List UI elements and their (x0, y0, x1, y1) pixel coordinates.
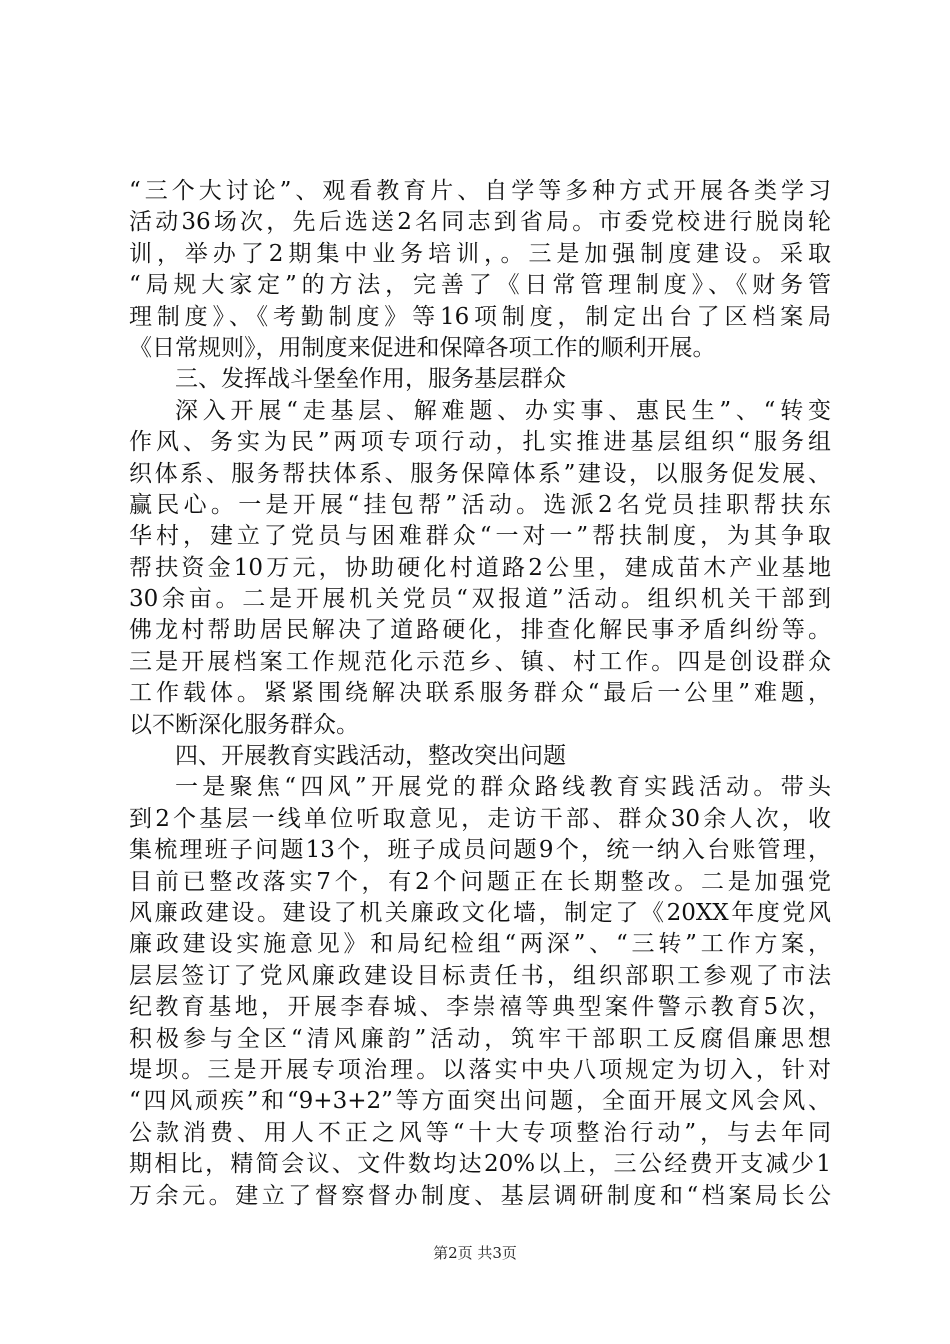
section-heading: 三、发挥战斗堡垒作用，服务基层群众 (175, 366, 566, 393)
text-line: 30余亩。二是开展机关党员“双报道”活动。组织机关干部到 (129, 586, 831, 613)
document-body (129, 176, 831, 1212)
text-line: 廉政建设实施意见》和局纪检组“两深”、“三转”工作方案， (129, 931, 831, 958)
text-line: “四风顽疾”和“9+3+2”等方面突出问题，全面开展文风会风、 (129, 1088, 831, 1115)
text-line: 活动36场次，先后选送2名同志到省局。市委党校进行脱岗轮 (129, 209, 831, 236)
text-line: 工作载体。紧紧围绕解决联系服务群众“最后一公里”难题， (129, 680, 831, 707)
text-line: 堤坝。三是开展专项治理。以落实中央八项规定为切入，针对 (129, 1056, 831, 1083)
text-line: 风廉政建设。建设了机关廉政文化墙，制定了《20XX年度党风 (129, 899, 831, 926)
text-line: “三个大讨论”、观看教育片、自学等多种方式开展各类学习 (129, 178, 831, 204)
text-line: 纪教育基地，开展李春城、李崇禧等典型案件警示教育5次， (129, 994, 831, 1021)
text-line: 积极参与全区“清风廉韵”活动，筑牢干部职工反腐倡廉思想 (129, 1025, 831, 1052)
text-line: 层层签订了党风廉政建设目标责任书，组织部职工参观了市法 (129, 962, 831, 989)
text-line: 目前已整改落实7个，有2个问题正在长期整改。二是加强党 (129, 868, 831, 895)
text-line: 赢民心。一是开展“挂包帮”活动。选派2名党员挂职帮扶东 (129, 491, 831, 518)
text-line: 深入开展“走基层、解难题、办实事、惠民生”、“转变 (175, 397, 831, 424)
text-line: 集梳理班子问题13个，班子成员问题9个，统一纳入台账管理， (129, 837, 831, 864)
text-line: 以不断深化服务群众。 (129, 711, 359, 738)
page-number-label: 第2页 共3页 (433, 1244, 517, 1262)
text-line: 一是聚焦“四风”开展党的群众路线教育实践活动。带头 (175, 774, 831, 801)
text-line: 织体系、服务帮扶体系、服务保障体系”建设，以服务促发展、 (129, 460, 831, 487)
text-line: 佛龙村帮助居民解决了道路硬化，排查化解民事矛盾纠纷等。 (129, 617, 831, 644)
text-line: 期相比，精简会议、文件数均达20%以上，三公经费开支减少1 (129, 1151, 831, 1178)
text-line: “局规大家定”的方法，完善了《日常管理制度》、《财务管 (129, 272, 831, 299)
text-line: 公款消费、用人不正之风等“十大专项整治行动”，与去年同 (129, 1119, 831, 1146)
text-line: 三是开展档案工作规范化示范乡、镇、村工作。四是创设群众 (129, 648, 831, 675)
page-footer (0, 1242, 950, 1263)
text-line: 理制度》、《考勤制度》等16项制度，制定出台了区档案局 (129, 303, 831, 330)
section-heading: 四、开展教育实践活动，整改突出问题 (175, 743, 566, 770)
text-line: 到2个基层一线单位听取意见，走访干部、群众30余人次，收 (129, 805, 831, 832)
text-line: 作风、务实为民”两项专项行动，扎实推进基层组织“服务组 (129, 429, 831, 456)
text-line: 帮扶资金10万元，协助硬化村道路2公里，建成苗木产业基地 (129, 554, 831, 581)
text-line: 万余元。建立了督察督办制度、基层调研制度和“档案局长公 (129, 1182, 831, 1209)
text-line: 训，举办了2期集中业务培训，。三是加强制度建设。采取 (129, 240, 831, 267)
text-line: 《日常规则》，用制度来促进和保障各项工作的顺利开展。 (129, 334, 716, 361)
text-line: 华村，建立了党员与困难群众“一对一”帮扶制度，为其争取 (129, 523, 831, 550)
